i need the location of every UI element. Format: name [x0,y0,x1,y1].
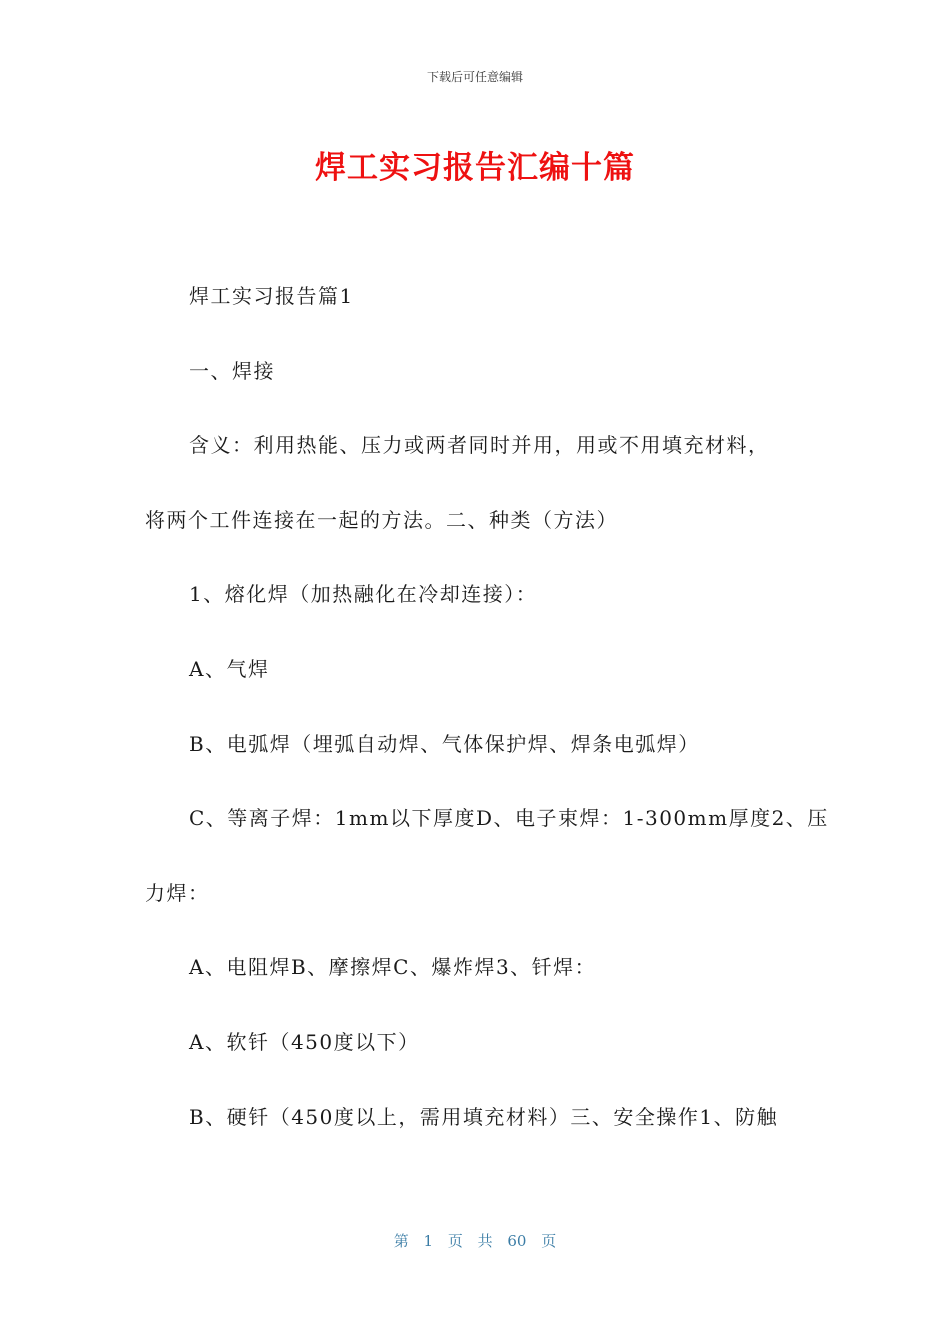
paragraph-spacer [145,1061,805,1098]
paragraph: 力焊： [145,880,210,905]
page-footer [0,1230,950,1251]
footer-total-label: 页 共 [447,1232,493,1250]
paragraph: A、电阻焊B、摩擦焊C、爆炸焊3、钎焊： [189,955,597,980]
paragraph: 一、焊接 [189,358,275,383]
paragraph-spacer [145,987,805,1024]
paragraph-spacer [145,614,805,651]
footer-suffix: 页 [541,1232,557,1250]
paragraph-spacer [145,315,805,352]
paragraph: A、气焊 [189,656,270,681]
footer-page-label: 第 [393,1232,409,1250]
footer-total-pages: 60 [507,1232,527,1250]
document-body [145,278,829,1136]
header-note: 下载后可任意编辑 [426,70,523,84]
paragraph-spacer [145,912,805,949]
paragraph: 1、熔化焊（加热融化在冷却连接）： [189,582,538,607]
paragraph: B、硬钎（450度以上，需用填充材料）三、安全操作1、防触 [189,1104,779,1129]
paragraph: A、软钎（450度以下） [189,1029,420,1054]
paragraph: C、等离子焊：1mm以下厚度D、电子束焊：1-300mm厚度2、压 [189,806,829,831]
paragraph-spacer [145,688,805,725]
paragraph-spacer [145,464,805,501]
footer-page-number: 1 [423,1232,434,1250]
paragraph-spacer [145,763,805,800]
paragraph: 将两个工件连接在一起的方法。二、种类（方法） [145,507,618,532]
document-title: 焊工实习报告汇编十篇 [315,150,635,186]
paragraph: B、电弧焊（埋弧自动焊、气体保护焊、焊条电弧焊） [189,731,700,756]
paragraph-spacer [145,837,805,874]
paragraph: 焊工实习报告篇1 [189,284,354,308]
paragraph-spacer [145,390,805,427]
paragraph: 含义：利用热能、压力或两者同时并用，用或不用填充材料， [189,433,770,458]
paragraph-spacer [145,539,805,576]
